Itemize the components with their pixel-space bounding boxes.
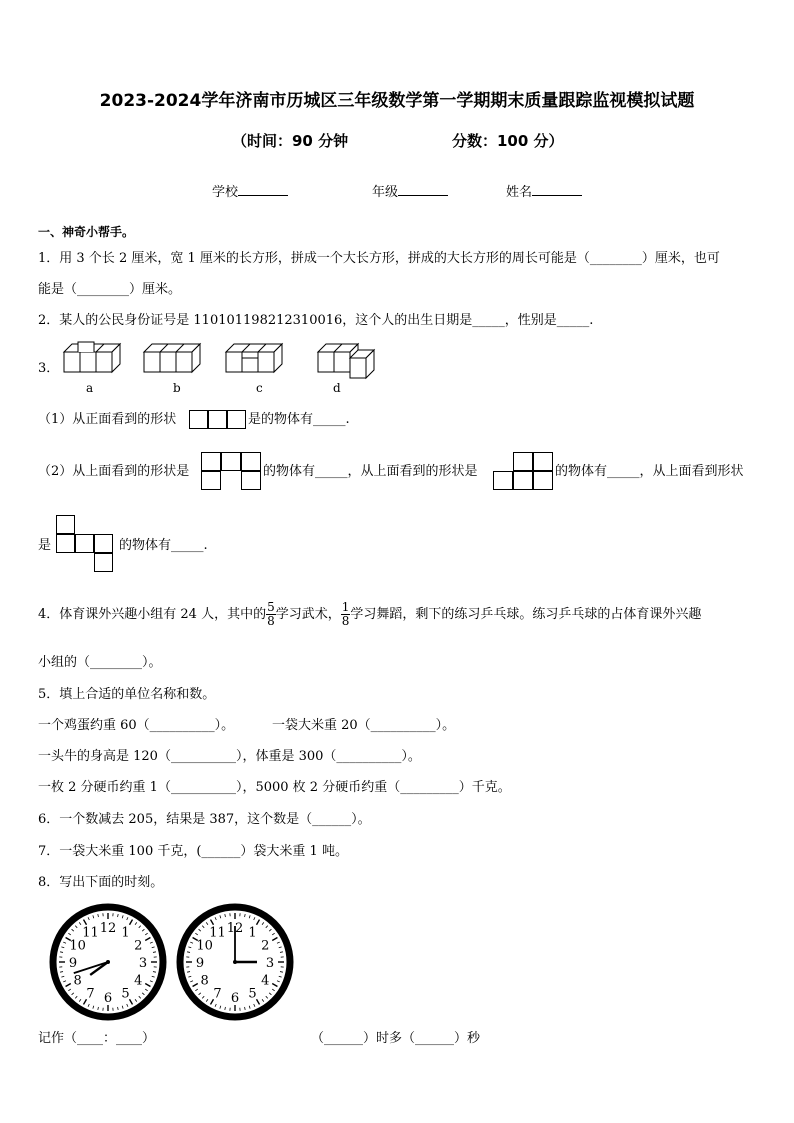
clock-center [233, 960, 237, 964]
top-view-shape-3 [56, 515, 113, 572]
clock-number: 7 [86, 986, 95, 1002]
q3-p3-after: 的物体有_____. [119, 538, 208, 553]
q4-part1: 4．体育课外兴趣小组有 24 人，其中的 [38, 607, 267, 622]
clock-number: 10 [196, 938, 213, 954]
cube-figure-c [226, 344, 282, 372]
q5-line1b: 一袋大米重 20（__________）。 [272, 718, 456, 733]
q4-line2: 小组的（________）。 [38, 655, 162, 670]
clock-number: 9 [68, 956, 78, 971]
top-view-shape-2 [493, 452, 553, 490]
name-label: 姓名 [506, 185, 533, 200]
clock-number: 8 [73, 973, 82, 989]
cube-label-b: b [173, 381, 181, 395]
grade-label: 年级 [372, 185, 399, 200]
q8-heading: 8．写出下面的时刻。 [38, 875, 164, 890]
clock-number: 3 [265, 956, 275, 971]
clock-number: 2 [134, 938, 143, 954]
fraction-5-8: $\frac{5}{8}$ [267, 600, 275, 628]
q5-line3: 一枚 2 分硬币约重 1（__________），5000 枚 2 分硬币约重（_________）千克。 [38, 780, 511, 795]
q8-answer2: （______）时多（______）秒 [311, 1031, 481, 1046]
clock-number: 1 [248, 925, 257, 941]
q3-p1-before: （1）从正面看到的形状 [38, 412, 177, 427]
clock-face-1 [49, 903, 167, 1021]
name-field[interactable] [506, 181, 582, 200]
cube-figure-b [144, 344, 200, 372]
top-view-shape-1 [201, 452, 261, 490]
q3-number: 3． [38, 361, 60, 376]
clock-number: 3 [138, 956, 148, 971]
q2-text: 2．某人的公民身份证号是 110101198212310016，这个人的出生日期是_____，性别是_____. [38, 313, 594, 328]
clock-number: 2 [261, 938, 270, 954]
exam-score: 分数：100 分） [452, 132, 564, 150]
clock-number: 11 [82, 925, 99, 941]
q3-p1-after: 是的物体有_____. [248, 412, 350, 427]
clock-number: 8 [200, 973, 209, 989]
clock-number: 1 [121, 925, 130, 941]
q8-answer1: 记作（____：____） [38, 1031, 156, 1046]
q1-line1: 1．用 3 个长 2 厘米，宽 1 厘米的长方形，拼成一个大长方形，拼成的大长方形的周长可能是（________）厘米，也可 [38, 251, 720, 266]
clock-number: 12 [226, 921, 244, 936]
clock-number: 5 [121, 986, 130, 1002]
clock-number: 10 [69, 938, 86, 954]
clock-number: 11 [209, 925, 226, 941]
page-title: 2023-2024学年济南市历城区三年级数学第一学期期末质量跟踪监视模拟试题 [99, 91, 695, 111]
clock-center [106, 960, 110, 964]
school-field[interactable] [212, 181, 288, 200]
exam-time: （时间：90 分钟 [232, 132, 349, 150]
grade-field[interactable] [372, 181, 448, 200]
clock-number: 5 [248, 986, 257, 1002]
clock-number: 6 [230, 991, 240, 1006]
cube-label-d: d [333, 381, 341, 395]
section-heading: 一、神奇小帮手。 [38, 225, 135, 239]
front-view-shape [189, 410, 246, 429]
clock-number: 6 [103, 991, 113, 1006]
q3-p2-after: 的物体有_____，从上面看到形状 [555, 464, 744, 479]
clock-number: 4 [134, 973, 143, 989]
cube-figure-a [64, 342, 120, 372]
q4-part3: 学习舞蹈，剩下的练习乒乓球。练习乒乓球的占体育课外兴趣 [350, 607, 702, 622]
q5-heading: 5．填上合适的单位名称和数。 [38, 687, 216, 702]
clock-number: 12 [99, 921, 117, 936]
q3-p2-mid: 的物体有_____，从上面看到的形状是 [263, 464, 478, 479]
q5-line1a: 一个鸡蛋约重 60（__________）。 [38, 718, 235, 733]
q4-line1 [38, 598, 701, 632]
q7-text: 7．一袋大米重 100 千克，(______）袋大米重 1 吨。 [38, 844, 348, 859]
q5-line2: 一头牛的身高是 120（__________），体重是 300（__________）。 [38, 749, 421, 764]
q4-part2: 学习武术， [275, 607, 341, 622]
q3-p2-before: （2）从上面看到的形状是 [38, 464, 190, 479]
clock-number: 7 [213, 986, 222, 1002]
clock-face-2 [176, 903, 294, 1021]
cube-figure-d [318, 344, 374, 378]
cube-label-c: c [256, 381, 263, 395]
q6-text: 6．一个数减去 205，结果是 387，这个数是（______）。 [38, 812, 371, 827]
q3-p3-before: 是 [38, 538, 52, 553]
q1-line2: 能是（________）厘米。 [38, 282, 182, 297]
clock-number: 9 [195, 956, 205, 971]
fraction-1-8: $\frac{1}{8}$ [341, 600, 350, 628]
school-label: 学校 [212, 185, 239, 200]
cube-label-a: a [86, 381, 94, 395]
clock-number: 4 [261, 973, 270, 989]
